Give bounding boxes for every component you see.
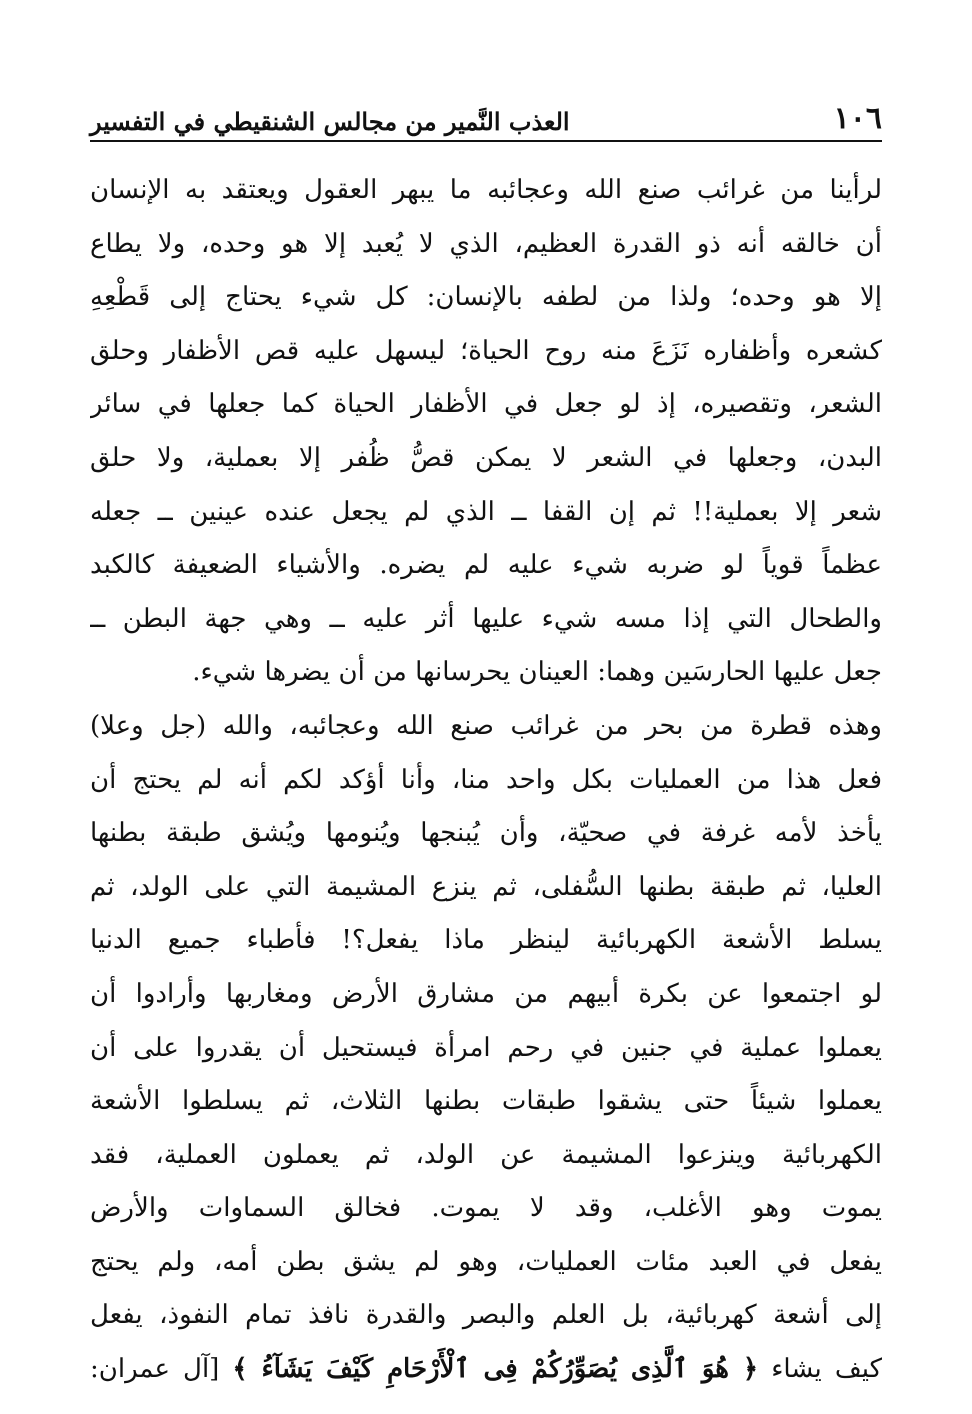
page-number: ١٠٦ [833,101,882,136]
page-header [90,92,882,136]
text-line: شعر إلا بعملية!! ثم إن القفا ــ الذي لم يجعل عنده عينين ــ جعله [90,496,882,527]
text-line: يسلط الأشعة الكهربائية لينظر ماذا يفعل؟! فأطباء جميع الدنيا [90,925,882,956]
text-line: عظماً قوياً لو ضربه شيء عليه لم يضره. والأشياء الضعيفة كالكبد [90,550,882,581]
quran-verse: ﴿ هُوَ ٱلَّذِى يُصَوِّرُكُمْ فِى ٱلْأَرْحَامِ كَيْفَ يَشَآءُ ﴾ [232,1354,759,1385]
text-line: يأخذ لأمه غرفة في صحيّة، وأن يُبنجها ويُنومها ويُشق طبقة بطنها [90,818,882,849]
body-text [90,164,882,1397]
text-line: جعل عليها الحارسَين وهما: العينان يحرسانها من أن يضرها شيء. [192,657,882,688]
text-line: يموت وهو الأغلب، وقد لا يموت. فخالق السماوات والأرض [90,1193,882,1224]
last-text-line [90,1343,882,1397]
text-line: الكهربائية وينزعوا المشيمة عن الولد، ثم يعملون العملية، فقد [90,1139,882,1170]
text-line: فعل هذا من العمليات بكل واحد منا، وأنا أؤكد لكم أنه لم يحتج أن [90,764,882,795]
last-line-lead: كيف يشاء [771,1354,882,1385]
text-line: إلى أشعة كهربائية، بل العلم والبصر والقدرة نافذ تمام النفوذ، يفعل [90,1300,882,1331]
text-line: الشعر، وتقصيره، إذ لو جعل في الأظفار الحياة كما جعلها في سائر [90,389,882,420]
text-line: يعملوا عملية في جنين في رحم امرأة فيستحيل أن يقدروا على أن [90,1032,882,1063]
text-line: لو اجتمعوا عن بكرة أبيهم من مشارق الأرض ومغاربها وأرادوا أن [90,978,882,1009]
text-line: لرأينا من غرائب صنع الله وعجائبه ما يبهر العقول ويعتقد به الإنسان [90,175,882,205]
text-line: العليا، ثم طبقة بطنها السُّفلى، ثم ينزع المشيمة التي على الولد، ثم [90,871,882,902]
text-line: وهذه قطرة من بحر من غرائب صنع الله وعجائبه، والله (جل وعلا) [90,710,882,741]
text-line: يفعل في العبد مئات العمليات، وهو لم يشق بطن أمه، ولم يحتج [90,1246,882,1277]
text-line: والطحال التي إذا مسه شيء عليها أثر عليه ــ وهي جهة البطن ــ [90,603,882,634]
text-line: أن خالقه أنه ذو القدرة العظيم، الذي لا يُعبد إلا هو وحده، ولا يطاع [90,228,882,259]
text-line: كشعره وأظفاره نَزَعَ منه روح الحياة؛ ليسهل عليه قص الأظفار وحلق [90,335,882,366]
text-line: البدن، وجعلها في الشعر لا يمكن قصُّ ظُفر إلا بعملية، ولا حلق [90,442,882,473]
text-line: يعملوا شيئاً حتى يشقوا طبقات بطنها الثلاث، ثم يسلطوا الأشعة [90,1086,882,1117]
verse-reference: [آل عمران: [90,1354,220,1385]
running-title: العذب النَّمير من مجالس الشنقيطي في التفسير [90,107,570,136]
text-line: إلا هو وحده؛ ولذا من لطفه بالإنسان: كل شيء يحتاج إلى قَطْعِهِ [90,282,882,313]
header-divider [90,140,882,142]
